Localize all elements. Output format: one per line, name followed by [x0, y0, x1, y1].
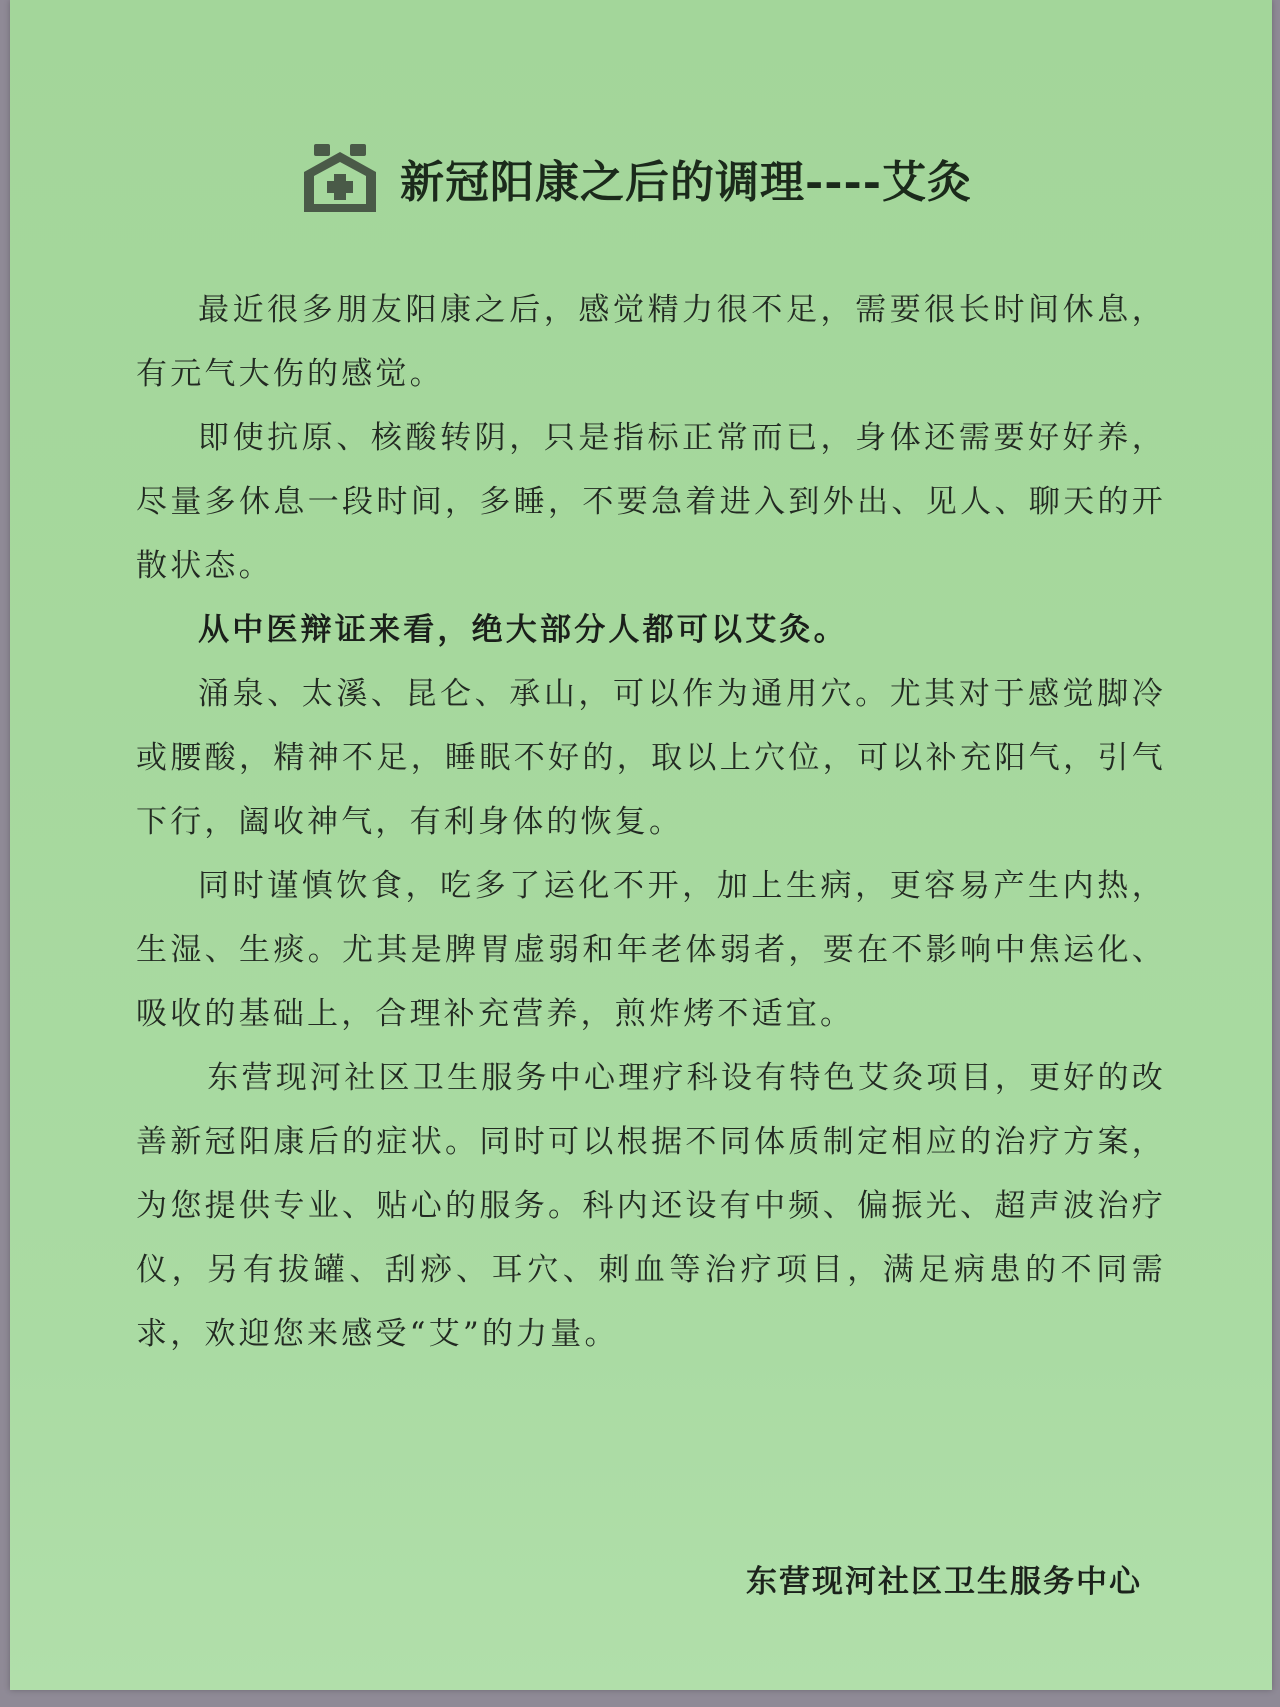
paragraph-diet: 同时谨慎饮食，吃多了运化不开，加上生病，更容易产生内热，生湿、生痰。尤其是脾胃虚弱和年老体弱者，要在不影响中焦运化、吸收的基础上，合理补充营养，煎炸烤不适宜。 [136, 868, 1166, 1032]
paragraph-center-services: 东营现河社区卫生服务中心理疗科设有特色艾灸项目，更好的改善新冠阳康后的症状。同时可以根据不同体质制定相应的治疗方案，为您提供专业、贴心的服务。科内还设有中频、偏振光、超声波治疗仪，另有拔罐、刮痧、耳穴、刺血等治疗项目，满足病患的不同需求，欢迎您来感受“艾”的力量。 [136, 1060, 1166, 1352]
paragraph-acupoints: 涌泉、太溪、昆仑、承山，可以作为通用穴。尤其对于感觉脚冷或腰酸，精神不足，睡眠不好的，取以上穴位，可以补充阳气，引气下行，阖收神气，有利身体的恢复。 [136, 676, 1166, 840]
title-row [300, 138, 972, 218]
paragraph-rest-advice: 即使抗原、核酸转阴，只是指标正常而已，身体还需要好好养，尽量多休息一段时间，多睡，不要急着进入到外出、见人、聊天的开散状态。 [136, 420, 1166, 584]
document-body [136, 278, 1166, 1366]
green-paper-sheet [10, 0, 1272, 1690]
signature: 东营现河社区卫生服务中心 [746, 1564, 1142, 1600]
paragraph-tcm-statement: 从中医辩证来看，绝大部分人都可以艾灸。 [198, 612, 848, 648]
hospital-cross-icon [300, 142, 380, 214]
paragraph-intro: 最近很多朋友阳康之后，感觉精力很不足，需要很长时间休息，有元气大伤的感觉。 [136, 292, 1166, 392]
document-title: 新冠阳康之后的调理----艾灸 [400, 157, 973, 208]
